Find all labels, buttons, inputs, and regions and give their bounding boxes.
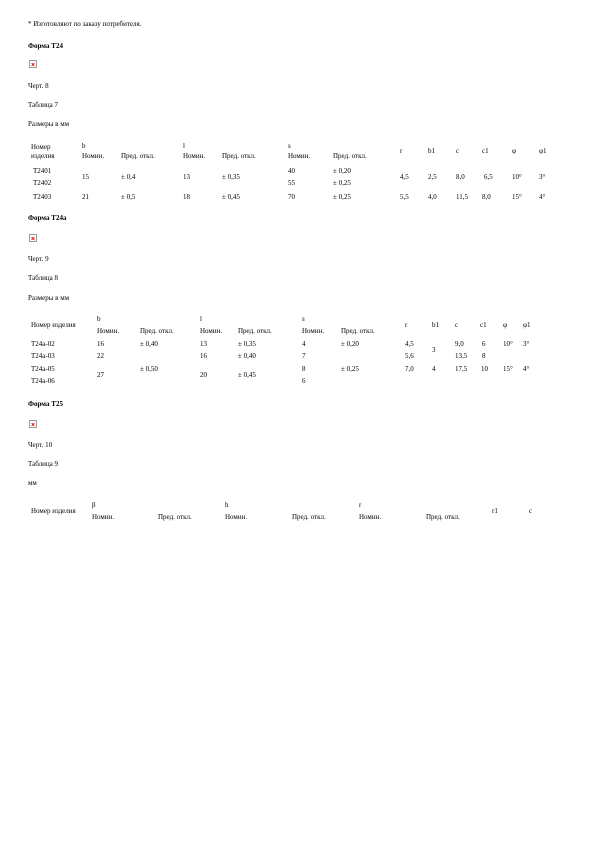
broken-image-icon — [29, 60, 37, 68]
col-header-r1: r1 — [492, 507, 498, 515]
col-header-r: r — [400, 147, 403, 155]
cell-r: 4,5 — [400, 173, 409, 181]
cell-b: 22 — [97, 352, 104, 360]
cell-s: 4 — [302, 340, 306, 348]
forma-t24-heading: Форма Т24 — [28, 42, 63, 50]
cell-b: 15 — [82, 173, 89, 181]
cell-phi: 15° — [503, 365, 513, 373]
cell-s: 70 — [288, 193, 295, 201]
units-label: Размеры в мм — [28, 294, 70, 302]
table-8-title: Таблица 8 — [28, 274, 58, 282]
col-header-l-pred: Пред. откл. — [222, 152, 256, 160]
cell-nomer: Т2402 — [33, 179, 52, 187]
col-header-nomer: Номер изделия — [31, 321, 76, 329]
cell-phi1: 3° — [539, 173, 546, 181]
broken-image-icon — [29, 234, 37, 242]
cell-b1: 4 — [432, 365, 436, 373]
cell-c1: 8 — [482, 352, 486, 360]
cell-b-pred: ± 0,40 — [140, 340, 158, 348]
cell-l-pred: ± 0,45 — [222, 193, 240, 201]
cell-l: 13 — [200, 340, 207, 348]
cell-b-merged: 27 — [97, 371, 104, 379]
col-header-h-nomin: Номин. — [225, 513, 248, 521]
cell-phi1: 4° — [539, 193, 546, 201]
cell-s-pred: ± 0,25 — [341, 365, 359, 373]
cell-l: 16 — [200, 352, 207, 360]
cell-phi: 15° — [512, 193, 522, 201]
cell-l: 13 — [183, 173, 190, 181]
col-header-c: c — [529, 507, 533, 515]
col-header-b-nomin: Номин. — [97, 327, 120, 335]
cell-s: 8 — [302, 365, 306, 373]
col-header-phi: φ — [503, 321, 508, 329]
col-header-r-nomin: Номин. — [359, 513, 382, 521]
cell-s-pred: ± 0,25 — [333, 193, 351, 201]
col-header-s-nomin: Номин. — [302, 327, 325, 335]
col-header-l-pred: Пред. откл. — [238, 327, 272, 335]
col-header-l-nomin: Номин. — [183, 152, 206, 160]
col-header-r-pred: Пред. откл. — [426, 513, 460, 521]
col-header-phi1: φ1 — [523, 321, 531, 329]
cell-b1: 4,0 — [428, 193, 437, 201]
col-header-s-pred: Пред. откл. — [341, 327, 375, 335]
cell-b-pred-merged: ± 0,50 — [140, 365, 158, 373]
cell-c1: 8,0 — [482, 193, 491, 201]
col-header-l: l — [200, 315, 202, 323]
cell-s: 6 — [302, 377, 306, 385]
col-header-c: c — [456, 147, 460, 155]
cell-nomer: Т24а-05 — [31, 365, 55, 373]
cell-c: 13,5 — [455, 352, 468, 360]
cell-nomer: Т24а-06 — [31, 377, 55, 385]
cell-c1: 10 — [481, 365, 488, 373]
table-9-title: Таблица 9 — [28, 460, 58, 468]
cell-s: 7 — [302, 352, 306, 360]
col-header-beta-pred: Пред. откл. — [158, 513, 192, 521]
col-header-b: b — [97, 315, 101, 323]
broken-image-icon — [29, 420, 37, 428]
col-header-b: b — [82, 142, 86, 150]
units-label: Размеры в мм — [28, 120, 70, 128]
col-header-b-pred: Пред. откл. — [121, 152, 155, 160]
col-header-c: c — [455, 321, 459, 329]
cell-s-pred: ± 0,25 — [333, 179, 351, 187]
cell-b1: 2,5 — [428, 173, 437, 181]
col-header-phi1: φ1 — [539, 147, 547, 155]
cell-nomer: Т24а-03 — [31, 352, 55, 360]
cell-c1: 6,5 — [484, 173, 493, 181]
cell-r: 4,5 — [405, 340, 414, 348]
col-header-r: r — [405, 321, 408, 329]
cell-b: 16 — [97, 340, 104, 348]
cell-nomer: Т2401 — [33, 167, 52, 175]
cell-s: 40 — [288, 167, 295, 175]
col-header-s-pred: Пред. откл. — [333, 152, 367, 160]
col-header-s: s — [302, 315, 305, 323]
col-header-b1: b1 — [432, 321, 439, 329]
col-header-beta-nomin: Номин. — [92, 513, 115, 521]
col-header-b-nomin: Номин. — [82, 152, 105, 160]
col-header-c1: c1 — [480, 321, 487, 329]
col-header-l-nomin: Номин. — [200, 327, 223, 335]
col-header-c1: c1 — [482, 147, 489, 155]
cell-b: 21 — [82, 193, 89, 201]
col-header-phi: φ — [512, 147, 517, 155]
col-header-h: h — [225, 501, 229, 509]
cell-nomer: Т24а-02 — [31, 340, 55, 348]
col-header-b-pred: Пред. откл. — [140, 327, 174, 335]
chert-10-caption: Черт. 10 — [28, 441, 53, 449]
footnote: * Изготовляют по заказу потребителя. — [28, 20, 142, 28]
cell-l-merged: 20 — [200, 371, 207, 379]
cell-b-pred: ± 0,4 — [121, 173, 136, 181]
cell-b1-merged: 3 — [432, 346, 436, 354]
cell-phi: 10° — [503, 340, 513, 348]
forma-t24a-heading: Форма Т24а — [28, 214, 67, 222]
col-header-nomer: Номер изделия — [31, 507, 76, 515]
cell-c: 9,0 — [455, 340, 464, 348]
cell-phi1: 3° — [523, 340, 530, 348]
col-header-s-nomin: Номин. — [288, 152, 311, 160]
cell-s: 55 — [288, 179, 295, 187]
cell-r: 5,6 — [405, 352, 414, 360]
col-header-s: s — [288, 142, 291, 150]
cell-l-pred: ± 0,35 — [238, 340, 256, 348]
cell-c: 11,5 — [456, 193, 468, 201]
cell-s-pred: ± 0,20 — [333, 167, 351, 175]
cell-l-pred-merged: ± 0,45 — [238, 371, 256, 379]
col-header-b1: b1 — [428, 147, 435, 155]
chert-9-caption: Черт. 9 — [28, 255, 49, 263]
chert-8-caption: Черт. 8 — [28, 82, 49, 90]
cell-r: 7,0 — [405, 365, 414, 373]
cell-c: 8,0 — [456, 173, 465, 181]
col-header-h-pred: Пред. откл. — [292, 513, 326, 521]
cell-l-pred: ± 0,35 — [222, 173, 240, 181]
cell-c: 17,5 — [455, 365, 468, 373]
cell-r: 5,5 — [400, 193, 409, 201]
cell-phi1: 4° — [523, 365, 530, 373]
col-header-l: l — [183, 142, 185, 150]
cell-phi: 10° — [512, 173, 522, 181]
units-label: мм — [28, 479, 37, 487]
cell-l-pred: ± 0,40 — [238, 352, 256, 360]
col-header-beta: β — [92, 501, 96, 509]
forma-t25-heading: Форма Т25 — [28, 400, 63, 408]
col-header-nomer: Номер изделия — [31, 143, 55, 160]
cell-c1: 6 — [482, 340, 486, 348]
col-header-r: r — [359, 501, 362, 509]
cell-b-pred: ± 0,5 — [121, 193, 136, 201]
cell-nomer: Т2403 — [33, 193, 52, 201]
cell-s-pred: ± 0,20 — [341, 340, 359, 348]
cell-l: 18 — [183, 193, 190, 201]
table-7-title: Таблица 7 — [28, 101, 58, 109]
